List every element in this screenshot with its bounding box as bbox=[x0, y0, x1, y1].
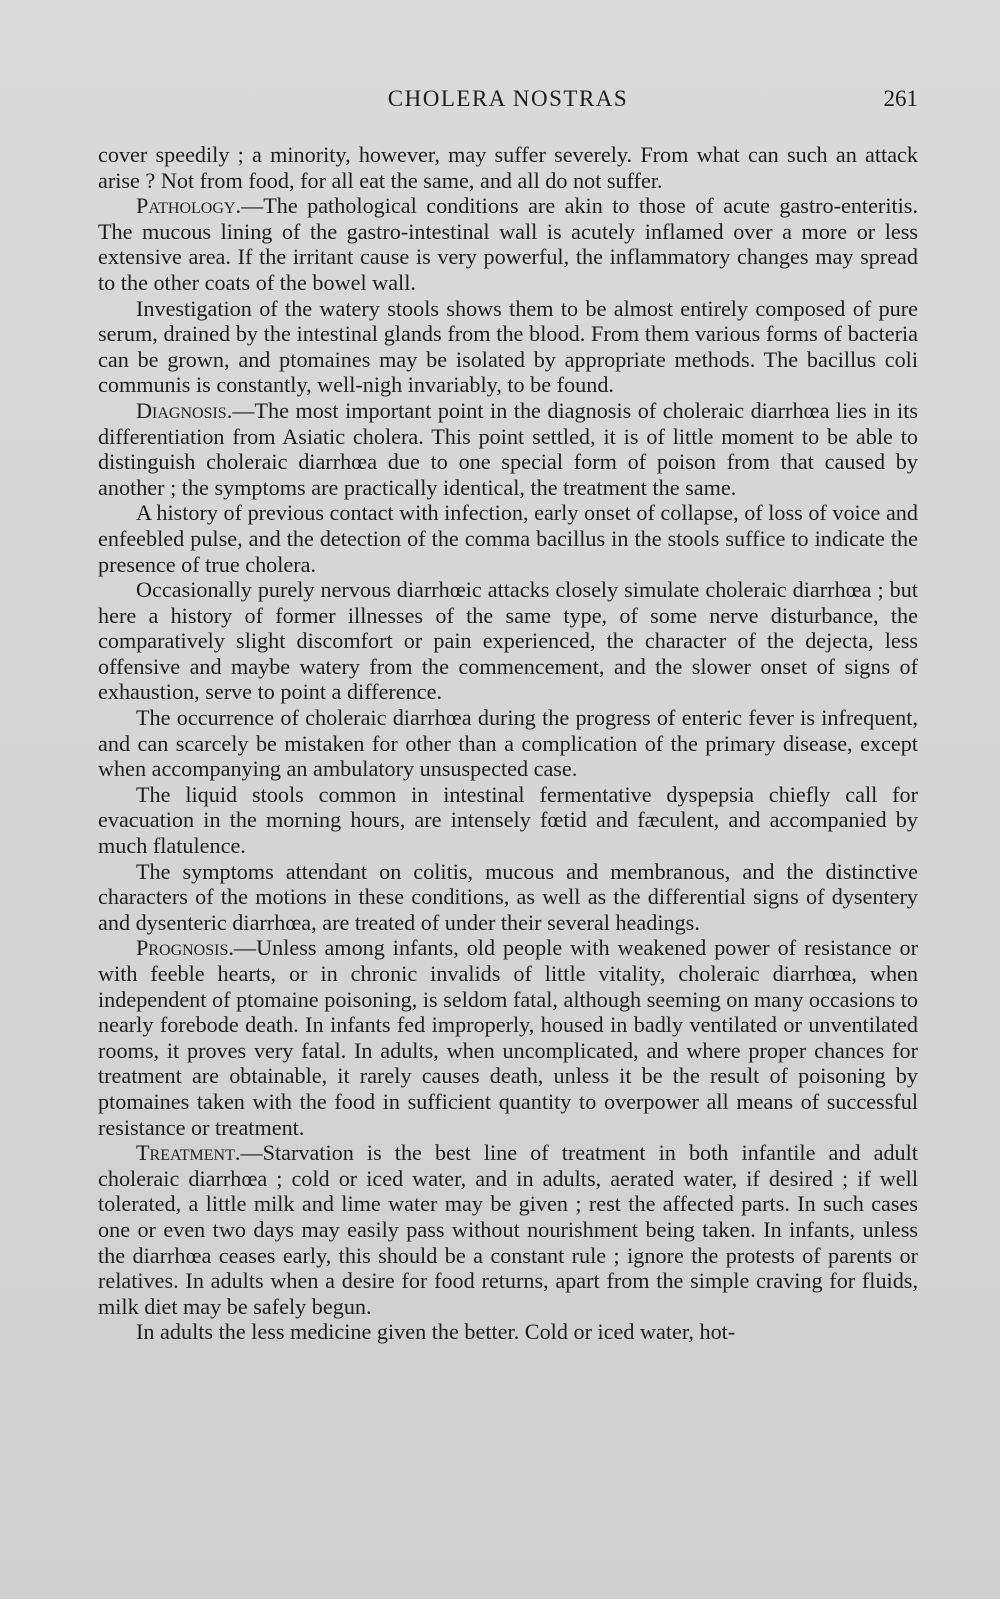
paragraph-prognosis bbox=[98, 935, 918, 1140]
treatment-text: —Starvation is the best line of treatment in both infantile and adult choleraic diarrhœa ; cold or iced water, and in adults, aerated water, if desired ; if well tolerated, a little milk and lime water may be given ; rest the affected parts. In such cases one or even two days may easily pass without nourishment being taken. In infants, unless the diarrhœa ceases early, this should be a constant rule ; ignore the protests of parents or relatives. In adults when a desire for food returns, apart from the simple craving for fluids, milk diet may be safely begun. bbox=[98, 1140, 918, 1319]
paragraph-colitis: The symptoms attendant on colitis, mucous and membranous, and the distinctive characters of the motions in these conditions, as well as the differential signs of dysentery and dysenteric diarrhœa, are treated of under their several headings. bbox=[98, 858, 918, 935]
paragraph-medicine: In adults the less medicine given the better. Cold or iced water, hot- bbox=[136, 1319, 736, 1345]
body-text bbox=[98, 142, 918, 1345]
section-heading-diagnosis: Diagnosis. bbox=[136, 397, 233, 423]
paragraph-pathology bbox=[98, 193, 918, 295]
section-heading-prognosis: Prognosis. bbox=[136, 935, 234, 961]
section-heading-treatment: Treatment. bbox=[136, 1140, 241, 1166]
diagnosis-text: —The most important point in the diagnosis of choleraic diarrhœa lies in its differentiation from Asiatic cholera. This point settled, it is of little moment to be able to distinguish choleraic diarrhœa due to one special form of poison from that caused by another ; the symptoms are practically identical, the treatment the same. bbox=[98, 397, 918, 500]
paragraph-liquid-stools: The liquid stools common in intestinal fermentative dyspepsia chiefly call for evacuation in the morning hours, are intensely fœtid and fæculent, and accompanied by much flatulence. bbox=[98, 781, 918, 859]
paragraph-treatment bbox=[98, 1140, 918, 1319]
paragraph-continued: cover speedily ; a minority, however, may suffer severely. From what can such an attack arise ? Not from food, for all eat the same, and all do not suffer. bbox=[98, 142, 918, 193]
running-title: CHOLERA NOSTRAS bbox=[387, 86, 629, 111]
paragraph-enteric-fever: The occurrence of choleraic diarrhœa during the progress of enteric fever is infrequent, and can scarcely be mistaken for other than a complication of the primary disease, except when accompanying an ambulatory unsuspected case. bbox=[98, 705, 918, 782]
paragraph-investigation: Investigation of the watery stools shows them to be almost entirely composed of pure serum, drained by the intestinal glands from the blood. From them various forms of bacteria can be grown, and ptomaines may be isolated by appropriate methods. The bacillus coli communis is constantly, well-nigh invariably, to be found. bbox=[98, 295, 918, 398]
prognosis-text: —Unless among infants, old people with weakened power of resistance or with feeble hearts, or in chronic invalids of little vitality, choleraic diarrhœa, when independent of ptomaine poisoning, is seldom fatal, although seeming on many occasions to nearly forebode death. In infants fed improperly, housed in badly ventilated or unventilated rooms, it proves very fatal. In adults, when uncomplicated, and where proper chances for treatment are obtainable, it rarely causes death, unless it be the result of poisoning by ptomaines taken with the food in sufficient quantity to overpower all means of successful resistance or treatment. bbox=[98, 935, 918, 1140]
paragraph-diagnosis bbox=[98, 398, 918, 500]
paragraph-history: A history of previous contact with infection, early onset of collapse, of loss of voice and enfeebled pulse, and the detection of the comma bacillus in the stools suffice to indicate the presence of true cholera. bbox=[98, 500, 918, 577]
page-header bbox=[98, 86, 918, 118]
section-heading-pathology: Pathology. bbox=[136, 193, 241, 219]
page-number: 261 bbox=[883, 86, 918, 111]
pathology-text: —The pathological conditions are akin to those of acute gastro-enteritis. The mucous lining of the gastro-intestinal wall is acutely inflamed over a more or less extensive area. If the irritant cause is very powerful, the inflammatory changes may spread to the other coats of the bowel wall. bbox=[98, 193, 918, 295]
paragraph-nervous-attacks: Occasionally purely nervous diarrhœic attacks closely simulate choleraic diarrhœa ; but here a history of former illnesses of the same type, of some nerve disturbance, the comparatively slight discomfort or pain experienced, the character of the dejecta, less offensive and maybe watery from the commencement, and the slower onset of signs of exhaustion, serve to point a difference. bbox=[98, 577, 918, 705]
